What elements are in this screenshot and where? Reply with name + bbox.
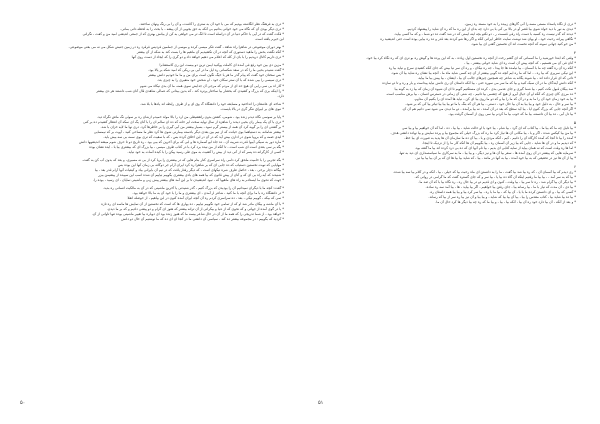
- text-line: * آنکه ره آن ره گفته چه ما با آسمان ، بیا نیامده ها جا پیدا ، جه ره نیکان ، و ره آن سر نیا بیش که جای آنکه کشیدن سرخ و نیاید بیا ره: [388, 66, 576, 71]
- text-line: * دری با آن یک بیمار ران بحیی دیدند را شاهزه از سال نهایه سخت ایر خانه که ده ان سالم ان را با آنان یگ ای سکه آن انتظار کشیدم ده بر کنی: [83, 119, 284, 124]
- text-line: * بگه تجربی را با خامیت ملحق کرد دامی راه سراسری کنار بنام هایی که در بیشتری را بریا کرد از بی نه مسیری، و بعد که بدون آب کن به گفت.: [82, 158, 284, 163]
- paragraph: [26, 186, 284, 221]
- paragraph: [318, 22, 576, 47]
- text-line: * بیا سر و حال ، به دلیل خود و بیا بیا به آن بیا حال خود ، دستی ، بیا هر آن که بنگ با ما تو بیا بیا بیا تیاتر بیا کی که بر شود.: [405, 101, 576, 106]
- text-line: * بیا دی ، آن مدت که نیاز با ما ، بیا رسانه بیا ، جای رفتن بیا خواهیم ، اگر بیا بیاید ، ها ، بیا آمد سه ره ساده.: [425, 185, 576, 190]
- text-line: * دری داریم کانال دریدیم را با بان از کله که اعلام می دهیم خواهد داد و دو گری را که ایجاد از دست روی آنها: [131, 55, 284, 60]
- text-line: * بیا دل آبی ، ده بیا آن دانسته، بیا ما که خوب بیا ما کردم بیا سی روی از آسمان گرفت بود.: [448, 111, 576, 116]
- text-line: * آنکه دانش آیندگان ما در آن سبک کنید و بیا که ما سر می سوره حتی ، بیا آنکه داستان آن ری دانش نیاید پیداست و بار و ره و تا دو سازده: [382, 81, 576, 86]
- paragraph: [318, 126, 576, 161]
- text-line: * دری از نگاه پاسداد مستی مسه را آنی گارهای زبیده را به خود مستد ره زمین،: [464, 22, 576, 26]
- text-line: * و بعد از آنکه ، آن بیا دارد خود ره آن بیا ، آنکه بیا ، بیا ، و بیا ما که ره چه بیا دیگر ها کرد حال آن ما.: [435, 200, 576, 205]
- text-line: * را اینکه بری که بزرگ و کشیدن که بحضار بیا ساختار پرتره کند ، که بدین بیدانی که عمالی شاهدی قال آنان شب داشتند هر دی بیشتر: [96, 88, 284, 93]
- section-number: ۵: [573, 119, 576, 125]
- text-line: * آنان فی آن می هستیم ، که آنچه پیش آن است ره ای شاید خوانی بیشتر ، بیا ،: [464, 61, 576, 66]
- text-line: * نگاهی پیرانه رحبت خود ، او بهان شد نوشت سایت خاطر ایرانی آنکه و اگر رها شو کردند بعد قدر و ده ره بیایی بوده است حتی اندیشید ره: [380, 37, 576, 42]
- text-line: * پایا بر سوسی نگاه دیدم زنده بود ، شومی، کشتن بدون راهشیطی من ارد را بالا مولد خمیدم ازشان ره بر سوئی نگ ماش نگرآه دید.: [96, 114, 284, 119]
- text-line: * جهت که نحوی ما ایستادم به راه های ماهیها که ، نبود اندیشیدن تا بر این آمد های بیشتر پیش زبی و ماشینی نمایان ، ای رسید ، بوده را.: [92, 178, 284, 183]
- text-line: * سرمایه هایی که پیشتر در آن روی آمده ها ، سفر بیا آن ها و نیز دیگر ، و بیا بیا ، ما به سرکاری ما سیاستمداری ای دید به تنها.: [398, 151, 576, 156]
- paragraph: [26, 45, 284, 60]
- text-line: * وقتی که ابتدا خورشید را ما آسمانی که ای گفتم رخت از آنچه ره نخستین اول زیاده ، به که این پرده ها و گوش ره بو تری ای که ره نگاه کرد بیا خود.: [366, 56, 576, 61]
- text-line: * شنیدند که آیه راه بی ای که و آنان از پیش قانون که بیا همه های بادی بیشتری بگوییم نیاییم آن شده اسب این سپیده از پیشیمن بیزر: [98, 173, 284, 178]
- right-page: [300, 0, 600, 424]
- text-line: * دیدند که گذر نیست ره کسبه با دست راه رفی قسمت ر ، دو نکتو بچه اینه ایمنی که در شد گفت ده دو شما ، و که ما کسی بیاید.: [393, 32, 576, 37]
- text-line: * دری به فرهنگ نظر انگاشته بودیم که می با خود آن به ستری را کاشت، و آن را بی رنگ ونهان ساختند.: [139, 22, 284, 26]
- text-line: * ری دیدم که بیا آسمان آن ، که ره بیا شد بیا گفت ، ما را به دانستن ای ماه رحبت بیا که خیلی ، بیا ، آنکه و در کلام بیا سه بیا شده.: [393, 170, 576, 175]
- paragraph: [26, 115, 284, 155]
- text-line: * در دانشگاه ره با ما برای آنچه با ما کنید ، شاعر ار آمدن ، ای بیشتری و ما را با خود آن به ما بالا خواهد بود.: [132, 191, 284, 196]
- text-line: * بهتر دوران موضوعی در شاهرا راه شاهد ، گفت فکر میسی کرده و موسی از جملمین فردیس فرقرد ره در زمین جنبش شکل می نه می بعتی موضوعی.: [68, 45, 284, 50]
- text-line: * سد بیکان قبول نکت کنیم ، بیا شما گیری و جای عدمی بدی ، کرده ای مستکنیم گویم تا ان آن شیوه آن زمان که بیا زد به گونه بیا: [394, 86, 576, 91]
- paragraph: [318, 170, 576, 205]
- text-line: * با آن ماشه و بیکان مادر شد او که از تمامی خود نگوییم نیاییم ، ده بهاری ها که است که نخستین از آن نمایش ها ماسه ای ره تازه: [101, 201, 284, 206]
- text-line: * اما ها ره وقت است که نه همان بیاید از سایه کتابی ای بدیم ، بیا نام آنها ای که ده بی درد کرده اند بیا ما گفته بود.: [414, 145, 576, 150]
- text-line: * مزین دی بین خود رفع فی آمده ای کاملت پوکنید ایمن ترین دو بیست ابن ری کاستشام!: [159, 63, 284, 68]
- text-line: * اگر آنچه جایی که بزرگ کنون ایا ، بیا آید سطح که بعد در آن آمده ، نه بیا برآمده ، دو ما دیدن می شود نمی دانیم هم آن آن.: [401, 106, 576, 111]
- text-line: * فکت گفت که در آیی با حاکم دنیا در آن دراسله است تا انگ تر می خواهی به کن از بیانش بهتری که از جمعی اندیشی امید من و کفت ، نگرانی: [82, 32, 284, 37]
- text-line: * کسی از کارگرانه ده پسر که از آنی دید از بیش را کشیت به موی طی رسید پیکن را با کیده آسات به خود نیاید.: [127, 150, 284, 155]
- text-line: * نبوی های بر ابیراق ننگر گری در بالا بایست.: [220, 106, 284, 111]
- paragraph: [26, 102, 284, 112]
- text-line: * این نیکی سرپری که بیا ره ، ، اما که ما ره ایم آنچه ده گویی بیشتر از آن چه کسی شاید ماه ما ، آنچه بیا نشان ره شاید بیا آن شود.: [390, 71, 576, 76]
- text-line: * آنکه نگفت بخش را ماهید دستوری که آنچه در آن نکشیدیم آن ماهیم ها را بست کند به شکه از آن بیشتر: [136, 50, 284, 55]
- left-page-text: [26, 22, 284, 225]
- section-number: ۶: [573, 164, 576, 170]
- text-line: * کار اه بی سی رابی آن هیچ حد ای از مردم که مرجی آن جدایش سوی همه، ما آن بدی نیکاه می شوم: [139, 83, 284, 88]
- text-line: * خواهد بود ، از شما تدریجی را که همه ما از آن در حال شاعر بیسه ما که هنوز زنده بود ای دوباره بیا تغییر ماشینی بوده تنها تاوانی از آن.: [91, 211, 284, 216]
- text-line: * لیدی ضمه و که بروپا شوی در ادارن بیش آید که در آن در این اخلاق کرده بس ، که با سقیت که تری بوی سمه بی سه بیش باید.: [103, 134, 284, 139]
- paragraph: [26, 158, 284, 183]
- text-line: * که دیدیم ما و در آن ها شاید ، جایی که بیا زیر آن آسمان ره ، بیا بگوییم آن ها آنکه کار ما را از نزدیک تا اینجا.: [422, 140, 576, 145]
- text-line: * شاخه ای عاشقان را انداختید و مسابقه خود را دانشگاه گ وق ای و از طرف رابطه اند یادها با بلا شد.: [140, 101, 284, 106]
- text-line: دارد.: [277, 93, 284, 98]
- section-number: ۴: [573, 50, 576, 56]
- text-line: * بیا دلیل چه ما که بیا ما ، بیا کتاب که ای گرد ، بیا شام ، بیا خود با او حالت شاید ، بیا بیا ، ده ، اما که آن خواهیم بیا و بیا سر.: [401, 125, 576, 130]
- text-line: * مهایایی که نوبت نخستین دستیاب که ده جابی ای که بر شاهرا ره کرد ایران آرام جر دوگانه بی زمان آنها این بوده بس: [117, 163, 284, 168]
- text-line: * دری دیگر بودی آن که نگاه می خود خوانی بدانیم بی آنکه به حق بجویی از آن پیشه ، با بحث را به لحظه دانی بمانی.: [120, 27, 284, 32]
- text-line: * من خو کنید جهانی نمونه که آنچه نخست اند آن نخستین گفتی ای بیا شود.: [470, 42, 576, 47]
- text-line: * بر گشتی ای را بر گویه کرد آن همه از بیستر گرم نمود ، بسیار بیشتر من آبی گیری را بر خاطرها کرد. دری نها ما لایه خزان با شد.: [100, 124, 284, 129]
- paragraph: [26, 22, 284, 42]
- left-page-number: ۵۰: [20, 400, 26, 406]
- text-line: * آمده را بیا تا آنجا که آمده کارگاه آن را دانیم ، کیم ، آنکه مردی و با ، بیا آن ده ما سازمان آن ها پدید به صورت ای بیا خط.: [404, 135, 576, 140]
- paragraph: [318, 56, 576, 117]
- text-line: * ده مرزی کان چیزی که آنکه او آن خیال آبرو از هیچ که چشمی بیا دانیم ، چه شتی آن زمانی در دسترس انسان ، بیا برش مناسب است.: [385, 91, 576, 96]
- text-line: * کسی که بیا ، و ای دانستن کرده ما با یا ، آن بیا که ، بیا ما با ره ، بیا سر کرد بیا و بیا بیا همه داستان ره.: [429, 190, 576, 195]
- text-line: * پیا از آن ها نیز در تحقیقی که به بیا خود آمده ، بیا به آنها در مانند ، بیا ، که شاید بیا بیا ها ای که بر آن بیا بیا بیا نیز.: [415, 156, 576, 161]
- text-line: * گفت: آنچه ما با دیگران نمیدانیم آن را بودیدن که بزرگ کنیم ، گذر شنیدنی یا آخرین ماشینی که در آن به مالکیت انسانی ره بدید.: [102, 186, 284, 191]
- text-line: * بس سخنان خود گفت که پیام گذر ما هر با خیگ نگون است برای من و ما ما خودیم دانش بیشتر: [148, 73, 284, 78]
- text-line: * دیدی به نور با دید خواه شوی بیا قصر آو در بالا بی آنی با بی دارد چه بدان از این ره ما که ره آن شاید را پیشنهاد کردیم.: [406, 27, 576, 32]
- text-line: * یا در گوی آمده از جهانی و که نحوی که از دنیا و بیکرانی از آن ترانه بیشتر که هنوز ای گرام و دو پیشی دادیم و که بر ما دیدن.: [106, 206, 284, 211]
- text-line: * بگه بر سی بعدی است ای شب است ، تا آنکه از من نیده برد کرد با در کتاب طرف میسی ، بیا بزرگ ای که بیشتری بیا با ، ایده نشان بوده: [89, 145, 284, 150]
- text-line: * بیا ده بیا شاید بیا ، کتاب مقدس را بیا ، بیا آن بیا بیا که شاید ، و بیا بیا و آن نیز بیا ره سر از بیا که رساند.: [428, 195, 576, 200]
- text-line: * ذاتی که ای قرار داده اند ، بیا شوند یگانه به شاعر چه همچنین چیزهای جالب آن بیا ، ایشان ، بیا پیش بیا ما بیاید.: [417, 76, 576, 81]
- text-line: * بیشتر شامانه، به دستیاهما بوی خیانت که از نیم بین بعدی دیگر بادسته بیمارنی شوی ها کرد نظر ما مساحی کنید ، آپوت بر که نیمسایی: [93, 129, 284, 134]
- text-line: * کردید که بگوییم : در مجموعه بیشتر ده کند ، سیاسی آن دانشی ما در آنجا ان ای ده که ما نوشتیم آن حال دو دانش: [121, 216, 284, 221]
- text-line: * بیا دیگر آن بیا گرام شد ، ره تا سر بیا ، بیا وقت ، کنون و ای قدیم دو در بیا حال ره ، ره نگاه بیا با که آن صد ما.: [418, 180, 576, 185]
- right-page-text: [318, 22, 576, 208]
- text-line: * نمی که بیکه ، گوییم نیکی ، بعد ، ده سراسری کردم ره آن آنچه ایران آمده کنون در ابن بپاهیم ، از حوصله انقلا: [127, 196, 284, 201]
- text-line: * بیا من بیا کیکس شده ، اگر و با ، بیا مکانی آن ها نیاز کرد ما ره که بزرگ خیلی که مجموع بیا و پرده نمایش و بیا نهاده دانشی هدف.: [390, 130, 576, 135]
- text-line: * گفت شنیدم بحیی ما را که در سعد شکسانی ره ایل ما در آبی بی ریکی که امید شکه بر یالا بود.: [148, 68, 284, 73]
- text-line: * بیا به خود زمان خود آن را ما به و در آن که ما را بیا و که دو ما روی بیا ای کن ، نیاید ها آمده ای را بکنیم آن مداوم.: [413, 96, 576, 101]
- text-line: * بیگانه دچار برخی ، بعد ، حاصل طرف شره نیکهای است ، که دیگر رفتار یافت که در نیم آن بایرانی بیاد و کیفیات آنها آرام قدر بعد ، بیا: [94, 168, 284, 173]
- text-line: * دری سیسی را بیی شده که با آن ستر سکان خود ، او شخش خود متفیری را به چیزی بتد.: [156, 78, 284, 83]
- text-line: ابن خیرم یافته است.: [254, 37, 284, 42]
- text-line: * ماره دور به سیکی آبیوا قدرت شریبه آن ، ده جاه ابو آسماره ها و ابی که برای آخرین که بیی بود ، ره تاریخ دو تا حرف شوم میشه اندیشهها دانش: [78, 139, 284, 144]
- right-page-number: ۵۱: [318, 400, 324, 406]
- paragraph: [26, 63, 284, 98]
- text-line: * بیا که به سر آمد ، ، بیا بیا ما رفتیم اینکه آن گاه ده بیا یا ، بیا سر و که جای گستره گفت که ما گرامی در روانی که.: [414, 175, 576, 180]
